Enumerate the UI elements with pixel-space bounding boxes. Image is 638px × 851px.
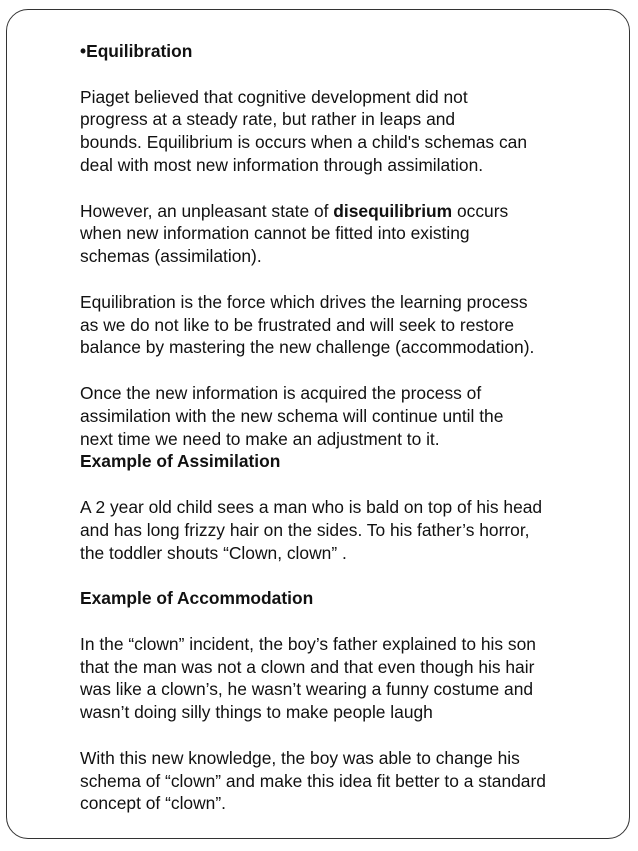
paragraph-line: Equilibration is the force which drives the learning process — [80, 291, 528, 312]
paragraph-line: that the man was not a clown and that even though his hair — [80, 656, 535, 677]
paragraph-line: the toddler shouts “Clown, clown” . — [80, 542, 347, 563]
slide-content — [80, 40, 610, 815]
paragraph-line: A 2 year old child sees a man who is bald on top of his head — [80, 496, 543, 517]
spacer — [80, 63, 610, 86]
text-run: occurs — [452, 200, 509, 221]
assimilation-heading: Example of Assimilation — [80, 451, 281, 472]
spacer — [80, 564, 610, 587]
paragraph-line: schema of “clown” and make this idea fit better to a standard — [80, 770, 546, 791]
paragraph-line: bounds. Equilibrium is occurs when a child's schemas can — [80, 132, 527, 153]
bold-term: disequilibrium — [333, 200, 453, 221]
paragraph-line: balance by mastering the new challenge (accommodation). — [80, 337, 535, 358]
spacer — [80, 724, 610, 747]
section-heading: •Equilibration — [80, 41, 193, 61]
paragraph-line: Piaget believed that cognitive development did not — [80, 86, 468, 107]
paragraph-line: With this new knowledge, the boy was able to change his — [80, 747, 520, 768]
paragraph-line: and has long frizzy hair on the sides. To his father’s horror, — [80, 519, 530, 540]
paragraph-line — [80, 200, 610, 223]
paragraph-line: concept of “clown”. — [80, 793, 226, 814]
spacer — [80, 473, 610, 496]
spacer — [80, 610, 610, 633]
text-run: However, an unpleasant state of — [80, 200, 334, 221]
paragraph-line: as we do not like to be frustrated and will seek to restore — [80, 314, 515, 335]
paragraph-line: In the “clown” incident, the boy’s father explained to his son — [80, 633, 536, 654]
paragraph-line: next time we need to make an adjustment to it. — [80, 428, 440, 449]
paragraph-line: when new information cannot be fitted into existing — [80, 223, 470, 244]
paragraph-line: schemas (assimilation). — [80, 246, 262, 267]
paragraph-line: Once the new information is acquired the process of — [80, 382, 482, 403]
paragraph-line: wasn’t doing silly things to make people laugh — [80, 702, 433, 723]
paragraph-line: assimilation with the new schema will continue until the — [80, 405, 504, 426]
paragraph-line: deal with most new information through assimilation. — [80, 154, 484, 175]
paragraph-line: progress at a steady rate, but rather in leaps and — [80, 109, 456, 130]
spacer — [80, 268, 610, 291]
spacer — [80, 359, 610, 382]
paragraph-line: was like a clown’s, he wasn’t wearing a funny costume and — [80, 679, 534, 700]
accommodation-heading: Example of Accommodation — [80, 588, 314, 609]
spacer — [80, 177, 610, 200]
